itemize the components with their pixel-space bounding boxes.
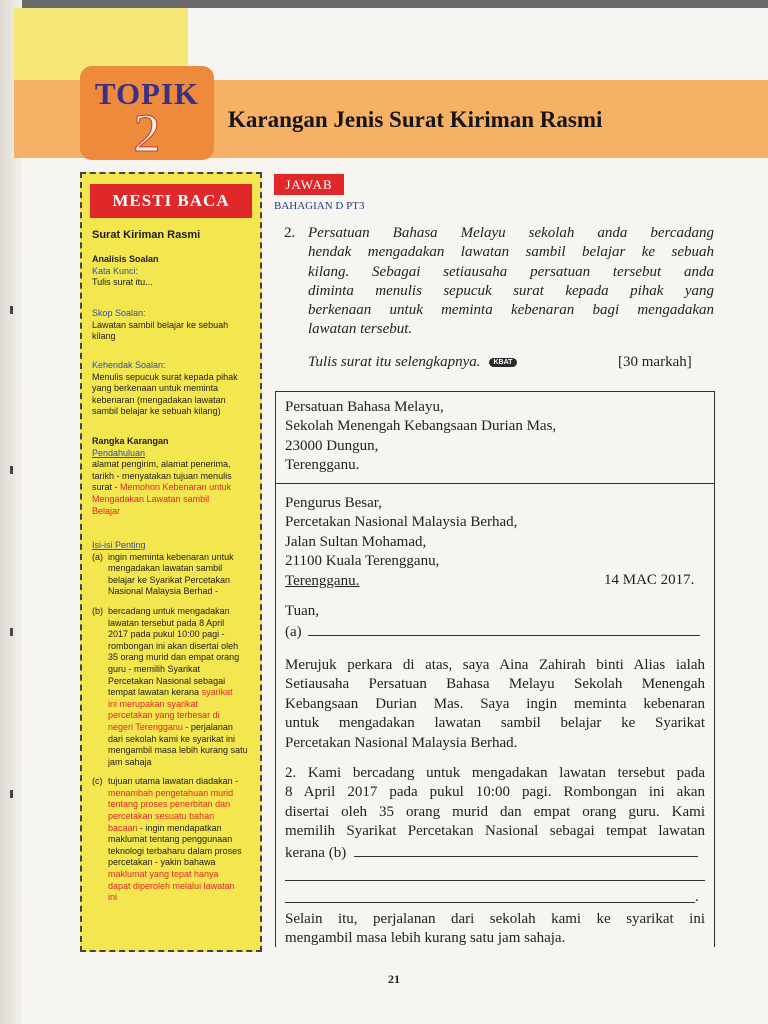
blank-b: kerana (b)	[285, 842, 698, 863]
rangka-section: Rangka Karangan Pendahuluan alamat pengirim, alamat penerima, tarikh - menyatakan tujuan menulis surat - Memohon Kebenaran untuk Mengadakan Lawatan sambil Belajar	[92, 436, 232, 516]
line-end-dot: .	[695, 889, 699, 905]
section-label: BAHAGIAN D PT3	[274, 200, 365, 212]
letter-date: 14 MAC 2017.	[604, 572, 695, 588]
answer-blank-a[interactable]	[308, 621, 700, 636]
page-number: 21	[388, 972, 400, 986]
answer-line[interactable]	[285, 902, 695, 903]
paragraph-2: 2. Kami bercadang untuk mengadakan lawatan tersebut pada 8 April 2017 pada pukul 10:00 pagi. Rombongan ini akan disertai oleh 35 orang murid dan empat orang guru. Kami memilih Syarikat Percetakan Nasional sebagai tempat lawatan	[285, 765, 705, 840]
answer-line[interactable]	[285, 880, 705, 881]
topik-number: 2	[133, 103, 161, 163]
skop-section: Skop Soalan: Lawatan sambil belajar ke sebuah kilang	[92, 308, 229, 342]
binding-hole	[10, 790, 13, 798]
letter-border-right	[714, 483, 715, 947]
divider	[275, 483, 715, 484]
sender-address: Persatuan Bahasa Melayu, Sekolah Menengah Kebangsaan Durian Mas, 23000 Dungun, Terengganu.	[285, 399, 557, 474]
answer-blank-b[interactable]	[354, 842, 698, 857]
kehendak-section: Kehendak Soalan: Menulis sepucuk surat kepada pihak yang berkenaan untuk meminta kebenaran (mengadakan lawatan sambil belajar ke sebuah kilang)	[92, 360, 238, 417]
mesti-baca-sidebar	[80, 172, 262, 952]
binding-hole	[10, 628, 13, 636]
mesti-baca-header: MESTI BACA	[90, 184, 252, 218]
topic-title: Karangan Jenis Surat Kiriman Rasmi	[228, 107, 603, 132]
topik-badge	[80, 66, 214, 163]
isi-item-c: (c) tujuan utama lawatan diadakan - menambah pengetahuan murid tentang proses penerbitan dan percetakan sesuatu bahan bacaan - ingin mendapatkan maklumat tentang penggunaan teknologi terbaharu dalam proses percetakan - yakin bahawa maklumat yang tepat hanya dapat diperoleh melalui lawatan ini	[92, 776, 242, 903]
isi-section: Isi-isi Penting (a) ingin meminta kebenaran untuk mengadakan lawatan sambil belajar ke Syarikat Percetakan Nasional Malaysia Berhad - (b) bercadang untuk mengadakan lawatan tersebut pada 8 April 2017 pada pukul 10:00 pagi - rombongan ini akan disertai oleh 35 orang murid dan empat orang guru - memilih Syarikat Percetakan Nasional sebagai tempat lawatan kerana syarikat ini merupakan syarikat percetakan yang terbesar di negeri Terengganu - perjalanan dari sekolah kami ke syarikat ini mengambil masa lebih kurang satu jam sahaja (c) tujuan utama lawatan diadakan - menambah pengetahuan murid tentang proses penerbitan dan percetakan sesuatu bahan bacaan - ingin mendapatkan maklumat tentang penggunaan teknologi terbaharu dalam proses percetakan - yakin bahawa maklumat yang tepat hanya dapat diperoleh melalui lawatan ini	[92, 540, 252, 904]
paragraph-3: Selain itu, perjalanan dari sekolah kami ke syarikat ini mengambil masa lebih kurang satu jam sahaja.	[285, 911, 705, 947]
kbat-badge: KBAT	[489, 358, 518, 367]
binding-hole	[10, 306, 13, 314]
isi-item-b: (b) bercadang untuk mengadakan lawatan tersebut pada 8 April 2017 pada pukul 10:00 pagi - rombongan ini akan disertai oleh 35 orang murid dan empat orang guru - memilih Syarikat Percetakan Nasional sebagai tempat lawatan kerana syarikat ini merupakan syarikat percetakan yang terbesar di negeri Terengganu - perjalanan dari sekolah kami ke syarikat ini mengambil masa lebih kurang satu jam sahaja	[92, 605, 248, 767]
binding-hole	[10, 466, 13, 474]
instruction: Tulis surat itu selengkapnya. KBAT	[308, 354, 517, 371]
topik-label: TOPIK	[94, 76, 200, 111]
recipient-address: Pengurus Besar, Percetakan Nasional Malaysia Berhad, Jalan Sultan Mohamad, 21100 Kuala Terengganu, Terengganu.	[285, 495, 518, 589]
analisis-section: Analisis Soalan Kata Kunci: Tulis surat itu...	[92, 254, 159, 288]
letter-border-left	[275, 483, 276, 947]
marks: [30 markah]	[618, 354, 692, 370]
blank-a: (a)	[285, 621, 700, 642]
sidebar-title: Surat Kiriman Rasmi	[92, 229, 201, 241]
question-text: 2. Persatuan Bahasa Melayu sekolah anda bercadang hendak mengadakan lawatan sambil belajar ke sebuah kilang. Sebagai setiausaha persatuan tersebut anda diminta menulis sepucuk surat kepada pihak yang berkenaan untuk meminta kebenaran bagi mengadakan lawatan tersebut.	[284, 225, 714, 338]
isi-item-a: (a) ingin meminta kebenaran untuk mengadakan lawatan sambil belajar ke Syarikat Percetakan Nasional Malaysia Berhad -	[92, 551, 234, 597]
top-edge	[0, 0, 768, 8]
paragraph-1: Merujuk perkara di atas, saya Aina Zahirah binti Alias ialah Setiausaha Persatuan Bahasa Melayu Sekolah Menengah Kebangsaan Durian Mas. Saya ingin meminta kebenaran untuk mengadakan lawatan sambil belajar ke Syarikat Percetakan Nasional Malaysia Berhad.	[285, 657, 705, 751]
jawab-label: JAWAB	[274, 174, 344, 195]
salutation: Tuan,	[285, 603, 320, 619]
